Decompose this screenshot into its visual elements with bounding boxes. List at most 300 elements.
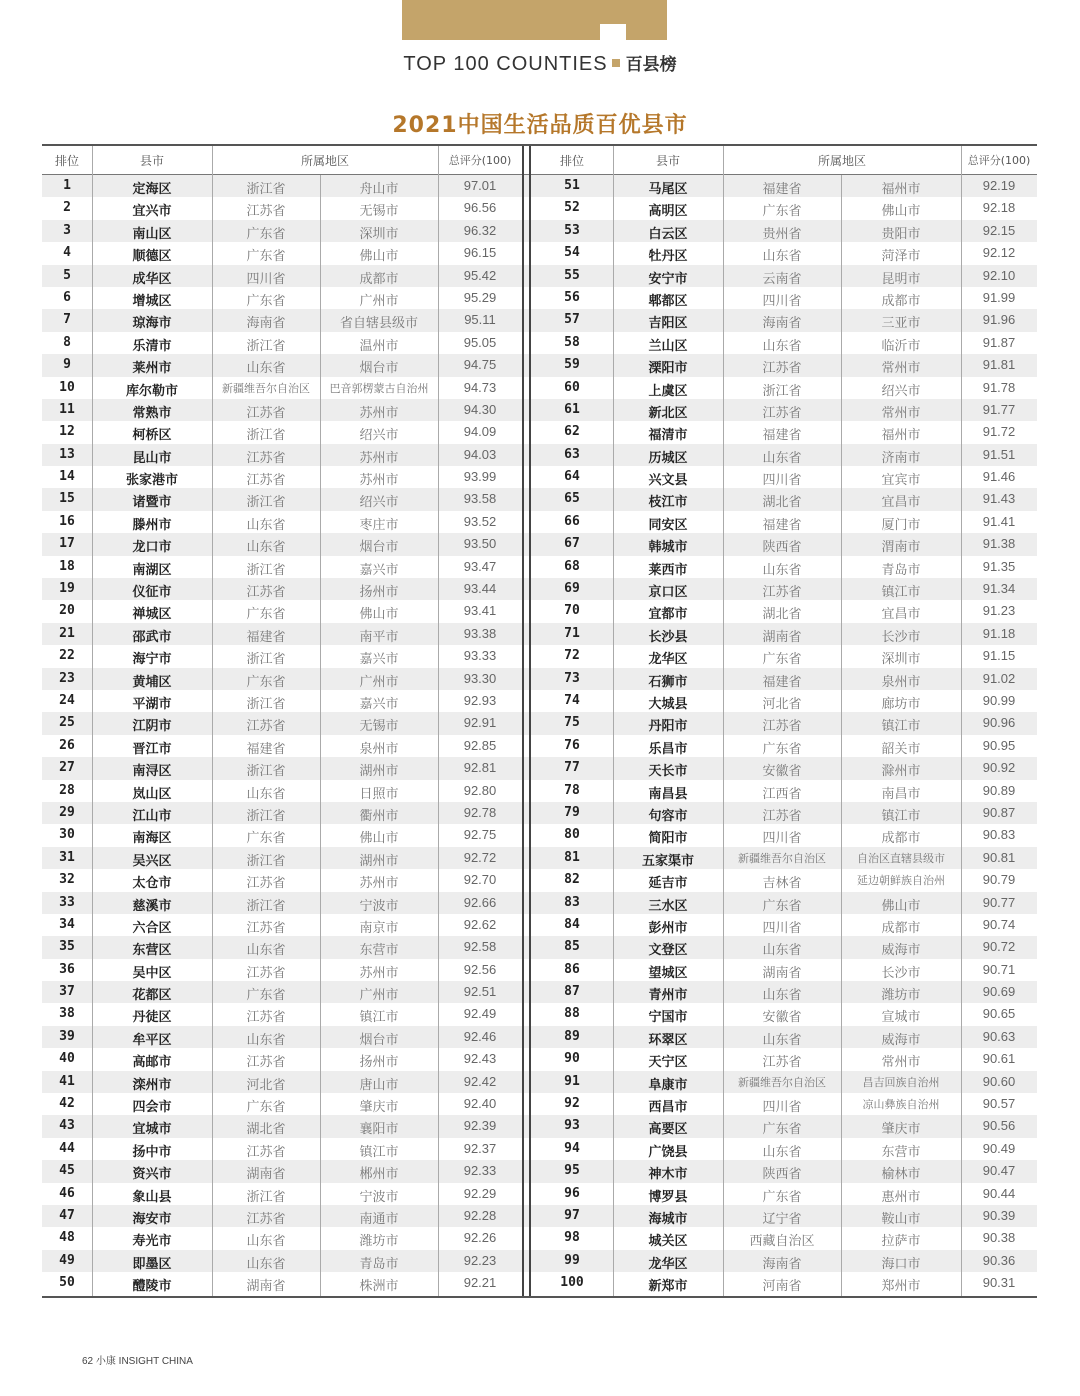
cell-rank-right: 100 <box>560 1275 584 1291</box>
cell-county-right: 龙华区 <box>648 1256 688 1272</box>
cell-county-left: 龙口市 <box>132 540 172 556</box>
cell-city-right: 泉州市 <box>881 674 921 690</box>
cell-rank-right: 60 <box>564 379 580 395</box>
cell-city-right: 福州市 <box>881 182 921 197</box>
cell-county-right: 宁国市 <box>648 1010 688 1026</box>
table-row <box>42 377 1037 399</box>
cell-county-right: 三水区 <box>648 898 688 914</box>
cell-city-left: 苏州市 <box>359 876 399 892</box>
table-row <box>42 1205 1037 1227</box>
cell-county-right: 西昌市 <box>648 1100 688 1116</box>
cell-rank-right: 64 <box>564 469 580 485</box>
cell-city-left: 温州市 <box>359 338 399 354</box>
cell-city-right: 常州市 <box>881 405 921 421</box>
cell-city-left: 绍兴市 <box>359 428 399 444</box>
cell-county-right: 高明区 <box>648 204 688 220</box>
cell-score-left: 93.52 <box>463 513 497 529</box>
cell-city-right: 渭南市 <box>881 540 921 556</box>
cell-county-right: 吉阳区 <box>648 316 688 332</box>
cell-city-left: 苏州市 <box>359 405 399 421</box>
cell-province-left: 江苏省 <box>246 1055 286 1071</box>
cell-county-left: 四会市 <box>132 1100 172 1116</box>
table-row <box>42 1160 1037 1182</box>
cell-province-left: 江苏省 <box>246 719 286 735</box>
cell-city-right: 长沙市 <box>881 629 921 645</box>
cell-city-right: 常州市 <box>881 1055 921 1071</box>
cell-rank-left: 29 <box>59 804 75 820</box>
cell-rank-right: 73 <box>564 670 580 686</box>
table-row <box>42 623 1037 645</box>
cell-rank-right: 61 <box>564 401 580 417</box>
cell-score-left: 92.75 <box>463 827 497 843</box>
cell-rank-left: 5 <box>63 267 71 283</box>
cell-province-right: 河南省 <box>762 1279 802 1295</box>
cell-city-left: 苏州市 <box>359 473 399 489</box>
cell-province-right: 江苏省 <box>762 361 802 377</box>
cell-city-right: 威海市 <box>881 1032 921 1048</box>
cell-county-left: 仪征市 <box>132 585 172 601</box>
cell-city-right: 厦门市 <box>881 517 921 533</box>
cell-score-right: 90.56 <box>982 1118 1016 1134</box>
cell-rank-left: 6 <box>63 289 71 305</box>
cell-province-right: 广东省 <box>762 1122 802 1138</box>
cell-score-left: 92.23 <box>463 1252 497 1268</box>
cell-city-left: 东营市 <box>359 943 399 959</box>
cell-city-right: 长沙市 <box>881 965 921 981</box>
cell-score-right: 90.92 <box>982 760 1016 776</box>
cell-rank-right: 69 <box>564 581 580 597</box>
cell-score-left: 94.03 <box>463 446 497 462</box>
cell-score-left: 92.43 <box>463 1051 497 1067</box>
cell-county-left: 晋江市 <box>132 741 172 757</box>
cell-score-right: 92.18 <box>982 200 1016 216</box>
cell-score-left: 92.85 <box>463 737 497 753</box>
cell-province-left: 山东省 <box>246 1256 286 1272</box>
cell-county-left: 滦州市 <box>132 1077 172 1093</box>
header-region-left: 所属地区 <box>300 154 349 168</box>
cell-score-left: 96.56 <box>463 200 497 216</box>
cell-city-left: 舟山市 <box>359 182 399 197</box>
cell-rank-right: 97 <box>564 1207 580 1223</box>
cell-rank-right: 58 <box>564 334 580 350</box>
cell-city-left: 扬州市 <box>359 1055 399 1071</box>
table-row <box>42 421 1037 443</box>
cell-city-right: 廊坊市 <box>881 696 921 712</box>
cell-province-left: 浙江省 <box>246 696 286 712</box>
table-row <box>42 600 1037 622</box>
cell-rank-right: 67 <box>564 536 580 552</box>
cell-score-right: 90.57 <box>982 1096 1016 1112</box>
cell-rank-right: 66 <box>564 513 580 529</box>
cell-province-right: 山东省 <box>762 988 802 1004</box>
cell-rank-right: 85 <box>564 939 580 955</box>
cell-province-right: 江苏省 <box>762 585 802 601</box>
table-row <box>42 466 1037 488</box>
cell-city-left: 青岛市 <box>359 1256 399 1272</box>
cell-rank-left: 42 <box>59 1096 75 1112</box>
cell-province-left: 浙江省 <box>246 1189 286 1205</box>
cell-city-left: 烟台市 <box>359 540 399 556</box>
cell-score-left: 92.49 <box>463 1006 497 1022</box>
cell-score-right: 90.38 <box>982 1230 1016 1246</box>
cell-rank-left: 48 <box>59 1230 75 1246</box>
cell-province-right: 福建省 <box>762 674 802 690</box>
cell-score-left: 97.01 <box>463 178 497 193</box>
cell-county-left: 琼海市 <box>132 316 172 332</box>
cell-score-left: 92.91 <box>463 715 497 731</box>
cell-city-right: 青岛市 <box>881 562 921 578</box>
cell-score-right: 90.96 <box>982 715 1016 731</box>
cell-score-left: 92.39 <box>463 1118 497 1134</box>
cell-rank-right: 95 <box>564 1163 580 1179</box>
cell-score-right: 90.72 <box>982 939 1016 955</box>
cell-rank-right: 52 <box>564 200 580 216</box>
cell-county-right: 青州市 <box>648 988 688 1004</box>
cell-rank-left: 43 <box>59 1118 75 1134</box>
cell-county-right: 大城县 <box>648 696 688 712</box>
page-footer: 62 小康 INSIGHT CHINA <box>82 1356 193 1367</box>
cell-province-left: 山东省 <box>246 361 286 377</box>
table-row <box>42 265 1037 287</box>
cell-county-left: 黄埔区 <box>132 674 172 690</box>
cell-city-left: 佛山市 <box>359 607 399 623</box>
cell-city-right: 宜昌市 <box>881 607 921 623</box>
header-rank-right: 排位 <box>559 154 584 168</box>
cell-city-right: 南昌市 <box>881 786 921 802</box>
cell-province-right: 新疆维吾尔自治区 <box>738 851 826 865</box>
cell-city-left: 湖州市 <box>359 764 399 780</box>
cell-county-left: 东营区 <box>132 943 172 959</box>
cell-province-left: 海南省 <box>246 316 286 332</box>
cell-score-left: 92.28 <box>463 1207 497 1223</box>
cell-city-right: 佛山市 <box>881 204 921 220</box>
cell-county-right: 乐昌市 <box>648 741 688 757</box>
table-row <box>42 1003 1037 1025</box>
column-divider <box>613 146 614 1296</box>
cell-province-right: 广东省 <box>762 652 802 668</box>
cell-rank-right: 84 <box>564 916 580 932</box>
cell-city-left: 宁波市 <box>359 898 399 914</box>
table-row <box>42 444 1037 466</box>
cell-score-right: 90.49 <box>982 1140 1016 1156</box>
cell-score-right: 91.81 <box>982 357 1016 373</box>
cell-province-right: 陕西省 <box>762 1167 802 1183</box>
cell-county-right: 望城区 <box>648 965 688 981</box>
cell-rank-right: 86 <box>564 961 580 977</box>
cell-city-left: 南通市 <box>359 1211 399 1227</box>
cell-county-right: 莱西市 <box>648 562 688 578</box>
cell-score-right: 91.96 <box>982 312 1016 328</box>
table-row <box>42 1093 1037 1115</box>
cell-city-left: 日照市 <box>359 786 399 802</box>
cell-county-left: 诸暨市 <box>132 495 172 511</box>
cell-city-left: 泉州市 <box>359 741 399 757</box>
cell-province-left: 广东省 <box>246 293 286 309</box>
cell-city-right: 宜宾市 <box>881 473 921 489</box>
cell-score-left: 93.47 <box>463 558 497 574</box>
cell-rank-right: 74 <box>564 692 580 708</box>
table-row <box>42 1250 1037 1272</box>
cell-province-right: 江苏省 <box>762 719 802 735</box>
cell-county-right: 白云区 <box>648 226 688 242</box>
cell-city-right: 济南市 <box>881 450 921 466</box>
cell-score-right: 91.51 <box>982 446 1016 462</box>
cell-province-right: 山东省 <box>762 338 802 354</box>
cell-score-right: 90.31 <box>982 1275 1016 1291</box>
cell-score-right: 91.43 <box>982 491 1016 507</box>
cell-county-left: 象山县 <box>132 1189 172 1205</box>
cell-score-right: 92.10 <box>982 267 1016 283</box>
cell-city-left: 绍兴市 <box>359 495 399 511</box>
cell-city-left: 湖州市 <box>359 853 399 869</box>
column-divider <box>320 175 321 1296</box>
table-row <box>42 847 1037 869</box>
cell-county-left: 丹徒区 <box>132 1010 172 1026</box>
cell-province-left: 广东省 <box>246 249 286 265</box>
cell-county-left: 资兴市 <box>132 1167 172 1183</box>
cell-province-right: 福建省 <box>762 182 802 197</box>
cell-rank-right: 98 <box>564 1230 580 1246</box>
page-title: 2021中国生活品质百优县市 <box>392 113 688 138</box>
cell-city-left: 扬州市 <box>359 585 399 601</box>
cell-score-left: 93.38 <box>463 625 497 641</box>
cell-rank-right: 77 <box>564 760 580 776</box>
cell-county-left: 滕州市 <box>132 517 172 533</box>
cell-province-right: 浙江省 <box>762 383 802 399</box>
cell-province-right: 广东省 <box>762 741 802 757</box>
cell-county-right: 历城区 <box>648 450 688 466</box>
table-row <box>42 690 1037 712</box>
cell-county-left: 南湖区 <box>132 562 172 578</box>
cell-rank-right: 65 <box>564 491 580 507</box>
cell-rank-right: 90 <box>564 1051 580 1067</box>
cell-county-right: 南昌县 <box>648 786 688 802</box>
cell-county-right: 新郑市 <box>648 1279 688 1295</box>
cell-county-right: 福清市 <box>648 428 688 444</box>
cell-county-left: 成华区 <box>132 271 172 287</box>
cell-score-right: 90.83 <box>982 827 1016 843</box>
cell-county-right: 牡丹区 <box>648 249 688 265</box>
cell-city-right: 潍坊市 <box>881 988 921 1004</box>
cell-province-right: 辽宁省 <box>762 1211 802 1227</box>
cell-score-left: 93.33 <box>463 648 497 664</box>
cell-score-right: 91.99 <box>982 289 1016 305</box>
cell-rank-left: 37 <box>59 984 75 1000</box>
cell-rank-right: 80 <box>564 827 580 843</box>
cell-rank-left: 35 <box>59 939 75 955</box>
cell-county-right: 京口区 <box>648 585 688 601</box>
cell-city-left: 巴音郭楞蒙古自治州 <box>329 381 429 395</box>
cell-city-right: 肇庆市 <box>881 1122 921 1138</box>
cell-rank-right: 62 <box>564 424 580 440</box>
cell-rank-right: 96 <box>564 1185 580 1201</box>
section-label-en: TOP 100 COUNTIES <box>403 53 608 75</box>
cell-province-left: 山东省 <box>246 1032 286 1048</box>
table-row <box>42 712 1037 734</box>
cell-city-right: 镇江市 <box>881 585 921 601</box>
table-row <box>42 981 1037 1003</box>
header-decor-notch <box>600 24 626 40</box>
column-divider <box>723 146 724 1296</box>
cell-province-right: 江苏省 <box>762 808 802 824</box>
cell-county-right: 延吉市 <box>648 876 688 892</box>
cell-province-right: 四川省 <box>762 1100 802 1116</box>
cell-score-left: 94.09 <box>463 424 497 440</box>
cell-province-left: 浙江省 <box>246 338 286 354</box>
cell-city-right: 成都市 <box>881 831 921 847</box>
cell-rank-left: 7 <box>63 312 71 328</box>
cell-score-right: 91.34 <box>982 581 1016 597</box>
cell-province-left: 四川省 <box>246 271 286 287</box>
cell-score-left: 95.11 <box>464 312 496 328</box>
table-row <box>42 892 1037 914</box>
cell-county-left: 即墨区 <box>132 1256 172 1272</box>
cell-score-left: 96.15 <box>463 245 497 261</box>
cell-province-left: 浙江省 <box>246 808 286 824</box>
cell-city-right: 惠州市 <box>881 1189 921 1205</box>
cell-province-left: 山东省 <box>246 943 286 959</box>
cell-province-left: 浙江省 <box>246 652 286 668</box>
cell-rank-right: 72 <box>564 648 580 664</box>
cell-county-right: 环翠区 <box>648 1032 688 1048</box>
cell-score-left: 92.81 <box>463 760 497 776</box>
cell-city-left: 烟台市 <box>359 361 399 377</box>
table-row <box>42 511 1037 533</box>
table-row <box>42 309 1037 331</box>
cell-rank-left: 12 <box>59 424 75 440</box>
cell-score-left: 93.41 <box>463 603 497 619</box>
cell-rank-right: 63 <box>564 446 580 462</box>
cell-city-right: 菏泽市 <box>881 249 921 265</box>
cell-county-right: 天宁区 <box>648 1055 688 1071</box>
cell-province-right: 江苏省 <box>762 1055 802 1071</box>
cell-county-right: 溧阳市 <box>648 361 688 377</box>
table-row <box>42 220 1037 242</box>
cell-score-right: 90.79 <box>982 872 1016 888</box>
cell-rank-right: 89 <box>564 1028 580 1044</box>
cell-province-right: 山东省 <box>762 249 802 265</box>
cell-city-right: 延边朝鲜族自治州 <box>857 874 945 888</box>
cell-rank-right: 59 <box>564 357 580 373</box>
cell-county-left: 太仓市 <box>132 876 172 892</box>
header-decor-bar <box>402 0 667 40</box>
cell-rank-right: 54 <box>564 245 580 261</box>
cell-province-right: 湖北省 <box>762 495 802 511</box>
cell-rank-left: 41 <box>59 1073 75 1089</box>
cell-province-left: 广东省 <box>246 831 286 847</box>
cell-city-left: 省自辖县级市 <box>339 316 418 332</box>
header-county-right: 县市 <box>655 154 680 168</box>
cell-rank-left: 28 <box>59 782 75 798</box>
cell-city-right: 榆林市 <box>881 1167 921 1183</box>
cell-city-left: 苏州市 <box>359 965 399 981</box>
cell-score-right: 90.63 <box>982 1028 1016 1044</box>
table-row <box>42 1138 1037 1160</box>
cell-county-right: 神木市 <box>648 1167 688 1183</box>
cell-score-left: 93.44 <box>463 581 497 597</box>
cell-score-left: 93.58 <box>463 491 497 507</box>
cell-province-right: 山东省 <box>762 943 802 959</box>
cell-score-right: 91.72 <box>982 424 1016 440</box>
table-row <box>42 242 1037 264</box>
cell-score-left: 92.80 <box>463 782 497 798</box>
cell-rank-left: 21 <box>59 625 75 641</box>
cell-province-right: 福建省 <box>762 428 802 444</box>
cell-province-right: 海南省 <box>762 316 802 332</box>
cell-county-left: 花都区 <box>132 988 172 1004</box>
cell-province-right: 安徽省 <box>762 764 802 780</box>
cell-province-left: 山东省 <box>246 540 286 556</box>
cell-score-right: 91.46 <box>982 469 1016 485</box>
cell-rank-right: 81 <box>564 849 580 865</box>
cell-city-right: 福州市 <box>881 428 921 444</box>
cell-province-right: 河北省 <box>762 696 802 712</box>
cell-city-right: 三亚市 <box>881 316 921 332</box>
cell-province-left: 广东省 <box>246 988 286 1004</box>
cell-province-left: 江苏省 <box>246 204 286 220</box>
cell-city-left: 镇江市 <box>359 1144 399 1160</box>
cell-rank-left: 17 <box>59 536 75 552</box>
cell-county-left: 吴中区 <box>132 965 172 981</box>
section-label <box>0 50 1080 76</box>
cell-city-left: 潍坊市 <box>359 1234 399 1250</box>
cell-county-right: 五家渠市 <box>641 853 694 869</box>
table-row <box>42 197 1037 219</box>
table-row <box>42 936 1037 958</box>
cell-province-left: 江苏省 <box>246 405 286 421</box>
cell-county-right: 广饶县 <box>648 1144 688 1160</box>
cell-rank-left: 1 <box>63 178 71 193</box>
cell-rank-right: 68 <box>564 558 580 574</box>
table-body <box>42 175 1037 1295</box>
table-row <box>42 645 1037 667</box>
cell-score-right: 92.15 <box>982 222 1016 238</box>
cell-county-right: 同安区 <box>648 517 688 533</box>
cell-city-right: 常州市 <box>881 361 921 377</box>
cell-rank-right: 83 <box>564 894 580 910</box>
cell-province-left: 湖南省 <box>246 1167 286 1183</box>
cell-province-left: 江苏省 <box>246 876 286 892</box>
cell-score-right: 91.38 <box>982 536 1016 552</box>
table-row <box>42 668 1037 690</box>
cell-score-left: 92.26 <box>463 1230 497 1246</box>
table-row <box>42 354 1037 376</box>
cell-county-left: 顺德区 <box>132 249 172 265</box>
cell-rank-left: 45 <box>59 1163 75 1179</box>
cell-province-right: 陕西省 <box>762 540 802 556</box>
cell-province-left: 广东省 <box>246 674 286 690</box>
cell-county-left: 昆山市 <box>132 450 172 466</box>
cell-rank-left: 3 <box>63 222 71 238</box>
cell-province-left: 浙江省 <box>246 562 286 578</box>
cell-rank-right: 75 <box>564 715 580 731</box>
cell-score-left: 92.42 <box>463 1073 497 1089</box>
cell-county-left: 海安市 <box>132 1211 172 1227</box>
cell-city-right: 滁州市 <box>881 764 921 780</box>
cell-rank-left: 15 <box>59 491 75 507</box>
cell-province-right: 湖南省 <box>762 629 802 645</box>
cell-county-right: 阜康市 <box>648 1077 688 1093</box>
cell-score-left: 95.42 <box>463 267 497 283</box>
cell-score-right: 90.69 <box>982 984 1016 1000</box>
cell-county-left: 醴陵市 <box>132 1279 172 1295</box>
cell-province-left: 广东省 <box>246 226 286 242</box>
cell-city-right: 韶关市 <box>881 741 921 757</box>
cell-county-right: 句容市 <box>648 808 688 824</box>
cell-province-right: 广东省 <box>762 898 802 914</box>
cell-county-left: 张家港市 <box>125 473 178 489</box>
cell-score-right: 90.71 <box>982 961 1016 977</box>
